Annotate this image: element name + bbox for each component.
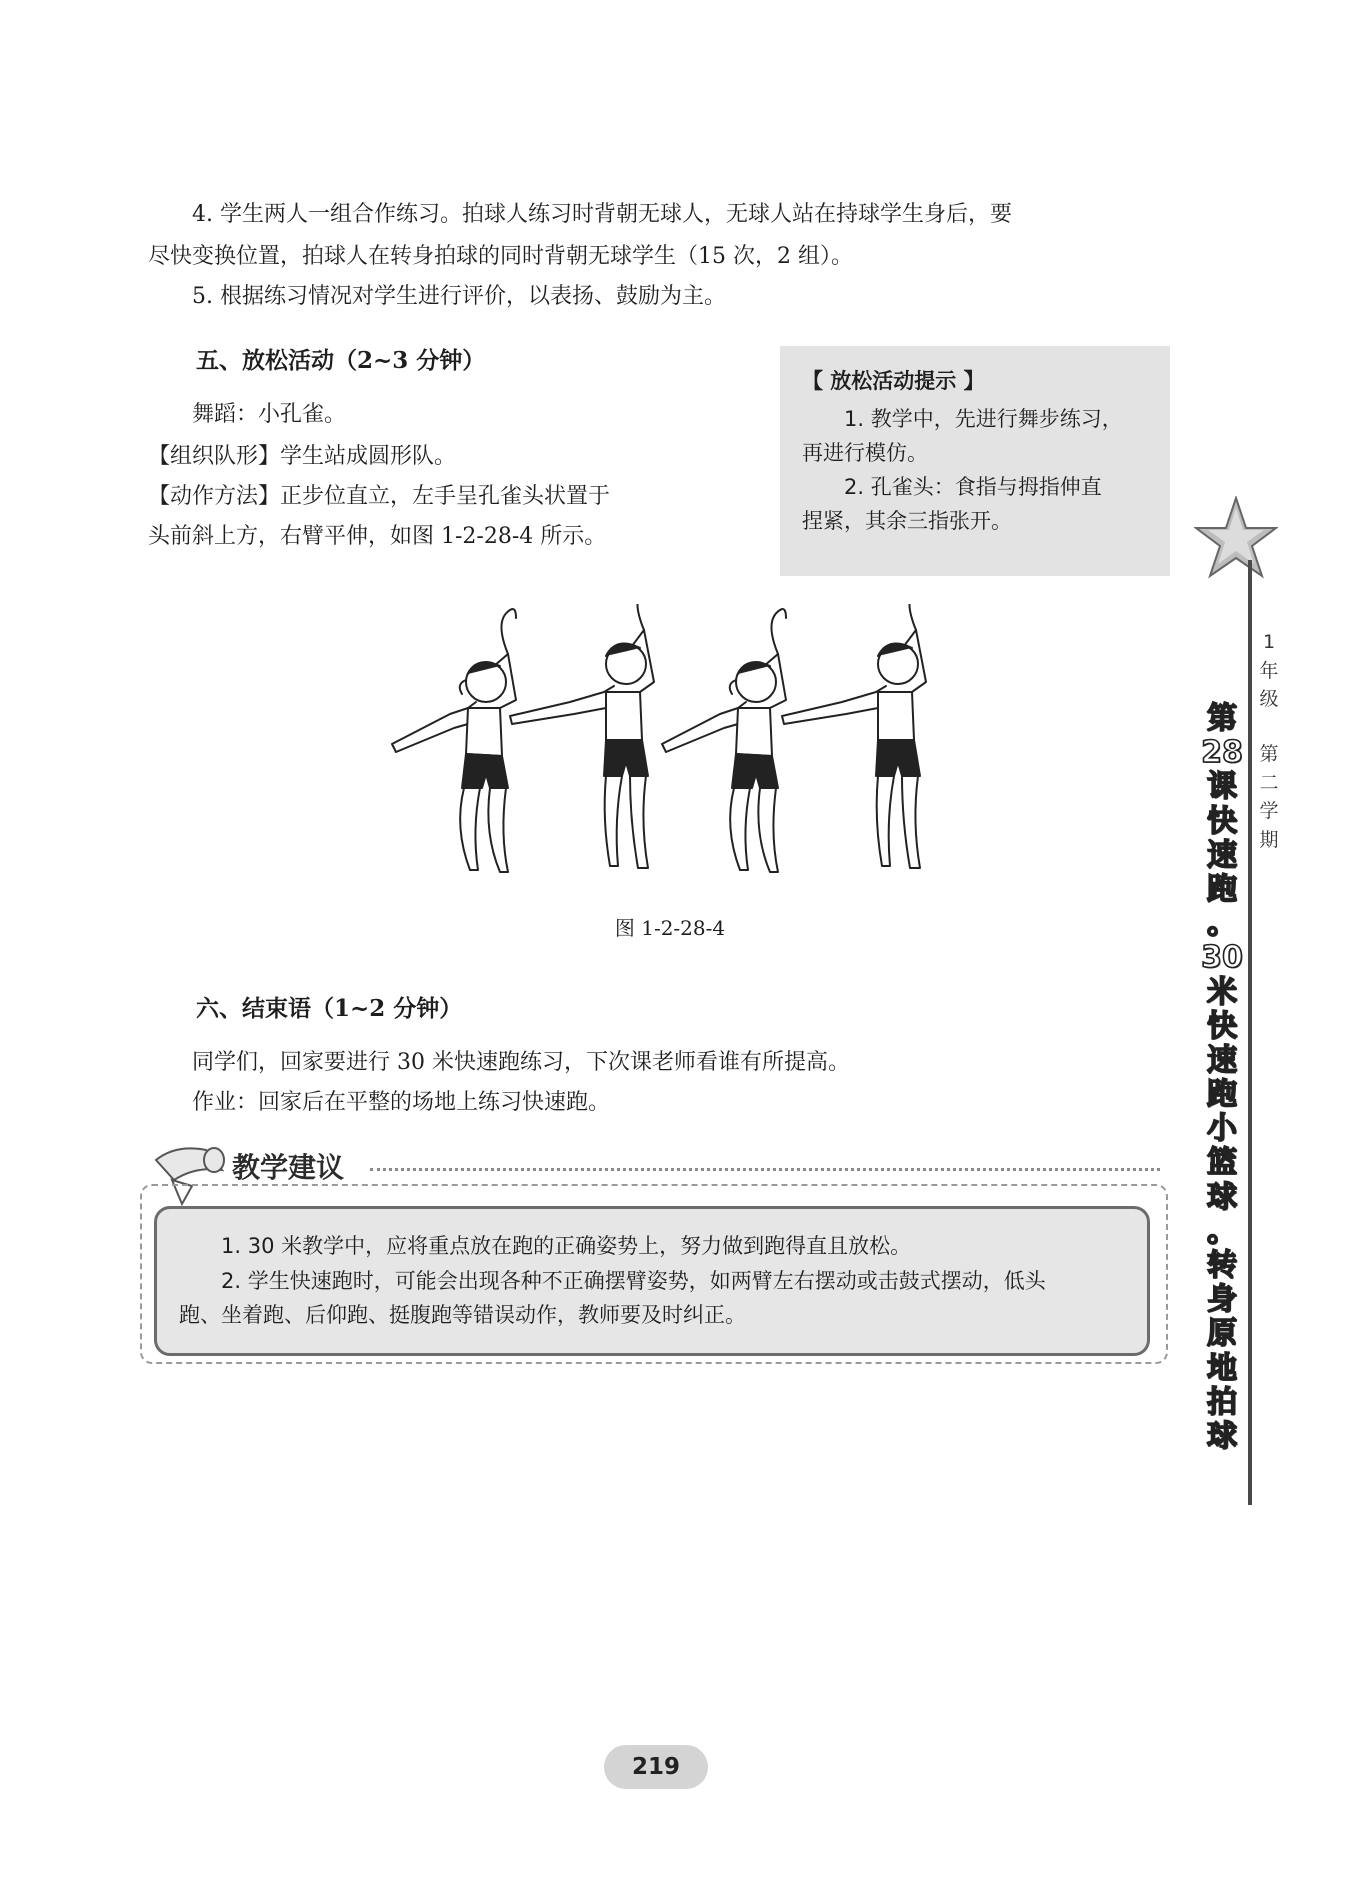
section-6-heading: 六、结束语（1~2 分钟） (196, 995, 463, 1022)
dancers-illustration (390, 604, 970, 894)
lesson-char: 地 (1207, 1350, 1237, 1386)
tip-box-title: 【 放松活动提示 】 (802, 369, 985, 393)
grade-char: 1 (1262, 631, 1276, 653)
lesson-char: 速 (1207, 1042, 1237, 1078)
dance-text: 舞蹈：小孔雀。 (192, 402, 347, 427)
lesson-char: 跑 (1207, 871, 1237, 907)
suggestion-content (154, 1206, 1150, 1356)
lesson-char: 米 (1207, 974, 1237, 1010)
sidebar-term (1256, 740, 1282, 854)
lesson-char: 转 (1207, 1248, 1237, 1283)
lesson-char: 篮 (1207, 1145, 1237, 1181)
tip-line-4: 捏紧，其余三指张开。 (802, 509, 1012, 534)
term-char: 第 (1259, 743, 1279, 765)
figure-caption: 图 1-2-28-4 (614, 916, 726, 940)
lesson-char: 。 (1207, 1213, 1237, 1249)
suggestion-title-rule (370, 1168, 1160, 1171)
star-icon (1194, 496, 1278, 580)
relaxation-tip-box (780, 346, 1170, 576)
lesson-char: 跑 (1207, 1077, 1237, 1113)
method-line2: 头前斜上方，右臂平伸，如图 1-2-28-4 所示。 (148, 524, 607, 549)
suggestion-line-3: 跑、坐着跑、后仰跑、挺腹跑等错误动作，教师要及时纠正。 (179, 1303, 746, 1328)
closing-text: 同学们，回家要进行 30 米快速跑练习，下次课老师看谁有所提高。 (192, 1050, 850, 1075)
body-paragraph-4-line2: 尽快变换位置，拍球人在转身拍球的同时背朝无球学生（15 次，2 组）。 (148, 244, 853, 269)
term-char: 二 (1259, 771, 1279, 794)
tip-line-2: 再进行模仿。 (802, 441, 928, 466)
lesson-char: 快 (1207, 803, 1237, 839)
suggestion-line-2: 2. 学生快速跑时，可能会出现各种不正确摆臂姿势，如两臂左右摆动或击鼓式摆动，低头 (221, 1268, 1046, 1293)
lesson-char: 原 (1207, 1316, 1237, 1352)
lesson-char: 课 (1207, 769, 1237, 805)
lesson-char: 小 (1207, 1111, 1237, 1147)
lesson-char: 28 (1201, 735, 1243, 771)
section-5-heading: 五、放松活动（2~3 分钟） (196, 347, 486, 374)
page-number: 219 (604, 1745, 708, 1789)
lesson-char: 30 (1201, 940, 1243, 976)
body-paragraph-5: 5. 根据练习情况对学生进行评价，以表扬、鼓励为主。 (192, 284, 726, 309)
suggestion-line-1: 1. 30 米教学中，应将重点放在跑的正确姿势上，努力做到跑得直且放松。 (221, 1234, 912, 1258)
grade-char: 级 (1259, 688, 1279, 710)
lesson-char: 。 (1207, 906, 1237, 942)
sidebar-rule (1248, 560, 1252, 1505)
grade-char: 年 (1259, 659, 1279, 682)
tip-line-1: 1. 教学中，先进行舞步练习， (844, 407, 1123, 432)
lesson-char: 球 (1207, 1179, 1237, 1215)
formation-text: 【组织队形】学生站成圆形队。 (148, 444, 457, 469)
lesson-char: 拍 (1207, 1384, 1237, 1420)
term-char: 期 (1259, 828, 1279, 851)
lesson-char: 速 (1207, 837, 1237, 873)
lesson-char: 第 (1207, 701, 1237, 736)
tip-line-3: 2. 孔雀头：食指与拇指伸直 (844, 475, 1102, 500)
term-char: 学 (1259, 800, 1279, 822)
method-line1: 【动作方法】正步位直立，左手呈孔雀头状置于 (148, 484, 611, 509)
sidebar-grade (1256, 628, 1282, 714)
lesson-char: 快 (1207, 1008, 1237, 1044)
lesson-char: 球 (1207, 1418, 1237, 1454)
teaching-suggestion-box (136, 1146, 1174, 1376)
homework-text: 作业：回家后在平整的场地上练习快速跑。 (192, 1090, 611, 1115)
body-paragraph-4-line1: 4. 学生两人一组合作练习。拍球人练习时背朝无球人，无球人站在持球学生身后，要 (192, 202, 1012, 227)
suggestion-title: 教学建议 (226, 1146, 350, 1186)
lesson-char: 身 (1207, 1282, 1237, 1318)
sidebar-lesson-title (1202, 702, 1242, 1454)
